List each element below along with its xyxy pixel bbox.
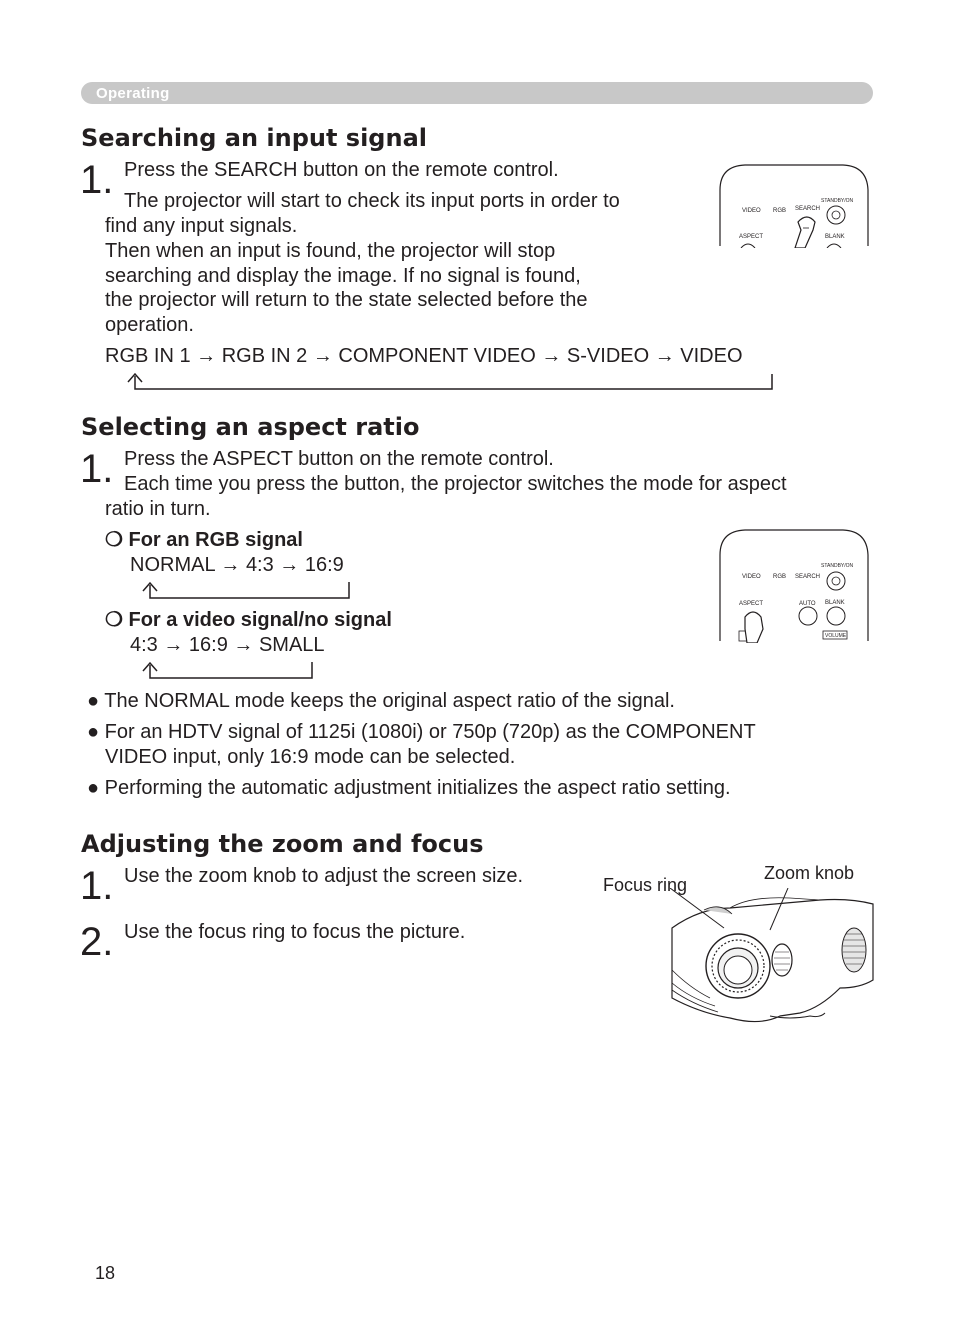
rgb-cycle-return-arrow xyxy=(140,579,355,601)
search-step-number: 1. xyxy=(80,158,114,202)
zoom-knob-callout: Zoom knob xyxy=(764,863,855,883)
remote-label-volume: VOLUME xyxy=(825,633,847,639)
focus-step-number: 2. xyxy=(80,920,114,964)
remote-control-search-illustration xyxy=(715,160,873,248)
projector-lens-illustration xyxy=(670,888,875,1030)
aspect-note: ● The NORMAL mode keeps the original aspect ratio of the signal. xyxy=(87,690,675,712)
remote-label-video: VIDEO xyxy=(742,208,761,214)
search-cycle-return-arrow xyxy=(115,370,785,392)
aspect-paragraph-line: ratio in turn. xyxy=(105,498,211,520)
zoom-step-text: Use the zoom knob to adjust the screen size. xyxy=(124,865,524,887)
remote-label-rgb: RGB xyxy=(773,574,787,580)
search-input-cycle: RGB IN 1 → RGB IN 2 → COMPONENT VIDEO → S-VIDEO → VIDEO xyxy=(105,345,743,367)
remote-label-standby: STANDBY/ON xyxy=(821,198,854,204)
video-heading xyxy=(105,608,392,633)
remote-label-aspect: ASPECT xyxy=(739,601,764,607)
remote-control-aspect-illustration xyxy=(715,525,873,643)
search-paragraph-line: the projector will return to the state selected before the xyxy=(105,289,588,311)
video-heading-text: For a video signal/no signal xyxy=(128,609,392,631)
remote-label-blank: BLANK xyxy=(825,600,845,606)
section-header-label: Operating xyxy=(96,85,170,102)
aspect-section-title: Selecting an aspect ratio xyxy=(81,413,420,441)
zoom-step-number: 1. xyxy=(80,864,114,908)
aspect-paragraph-line: Each time you press the button, the projector switches the mode for aspect xyxy=(124,473,787,495)
section-header-bar xyxy=(81,82,873,104)
zoom-section-title: Adjusting the zoom and focus xyxy=(81,830,484,858)
remote-label-auto: AUTO xyxy=(799,601,816,607)
remote-label-rgb: RGB xyxy=(773,208,787,214)
hollow-bullet: ❍ xyxy=(105,529,123,551)
focus-ring-callout: Focus ring xyxy=(603,875,688,895)
search-paragraph-line: find any input signals. xyxy=(105,215,298,237)
remote-label-standby: STANDBY/ON xyxy=(821,563,854,569)
rgb-heading xyxy=(105,528,303,553)
aspect-note-continued: VIDEO input, only 16:9 mode can be selected. xyxy=(105,746,516,768)
remote-label-video: VIDEO xyxy=(742,574,761,580)
rgb-heading-text: For an RGB signal xyxy=(128,529,303,551)
video-cycle-return-arrow xyxy=(140,659,320,681)
focus-step-text: Use the focus ring to focus the picture. xyxy=(124,921,466,943)
rgb-aspect-cycle: NORMAL → 4:3 → 16:9 xyxy=(130,554,344,576)
hollow-bullet: ❍ xyxy=(105,609,123,631)
video-aspect-cycle: 4:3 → 16:9 → SMALL xyxy=(130,634,325,656)
search-paragraph-line: operation. xyxy=(105,314,194,336)
remote-label-aspect: ASPECT xyxy=(739,234,764,240)
remote-label-search: SEARCH xyxy=(795,574,821,580)
search-step-text: Press the SEARCH button on the remote control. xyxy=(124,159,559,181)
aspect-note: ● For an HDTV signal of 1125i (1080i) or 750p (720p) as the COMPONENT xyxy=(87,721,756,743)
aspect-step-text: Press the ASPECT button on the remote control. xyxy=(124,448,554,470)
search-paragraph-line: The projector will start to check its input ports in order to xyxy=(124,190,620,212)
search-paragraph-line: Then when an input is found, the projector will stop xyxy=(105,240,556,262)
aspect-note: ● Performing the automatic adjustment initializes the aspect ratio setting. xyxy=(87,777,731,799)
aspect-step-number: 1. xyxy=(80,447,114,491)
remote-label-blank: BLANK xyxy=(825,234,845,240)
page-number: 18 xyxy=(95,1263,116,1283)
search-paragraph-line: searching and display the image. If no signal is found, xyxy=(105,265,581,287)
remote-label-search: SEARCH xyxy=(795,206,821,212)
search-section-title: Searching an input signal xyxy=(81,124,427,152)
